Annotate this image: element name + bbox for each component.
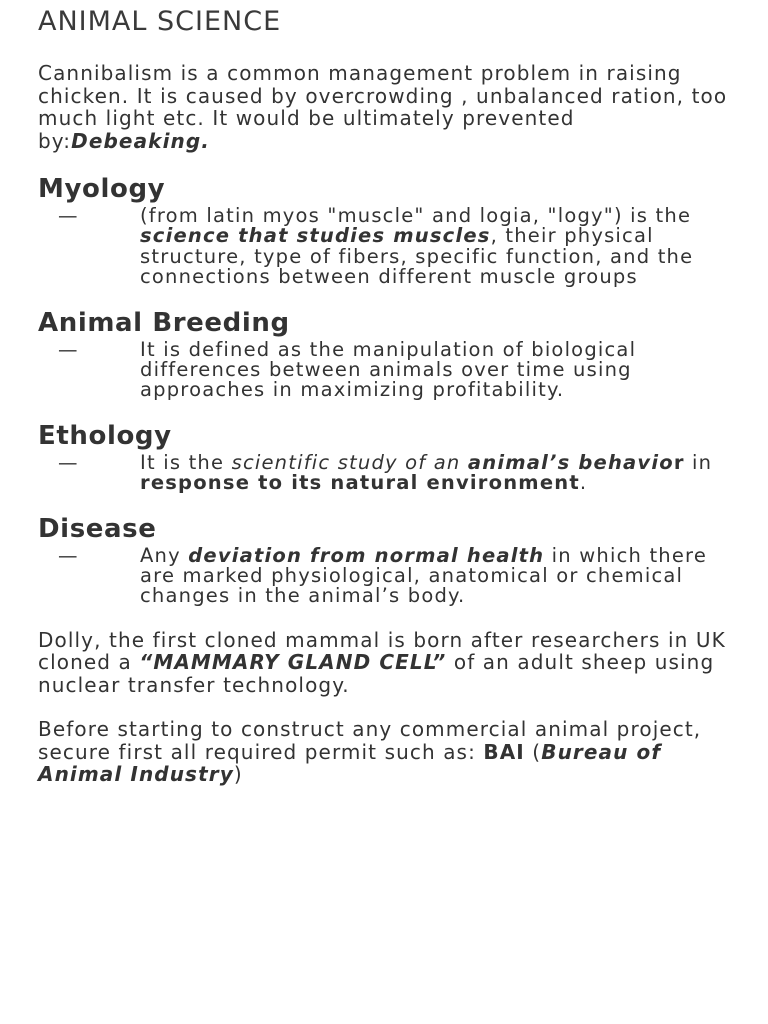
bullet-dash: — <box>58 204 79 227</box>
heading-disease: Disease <box>38 513 157 544</box>
bai-abbreviation: BAI <box>483 739 525 764</box>
ethology-definition <box>38 450 738 495</box>
breeding-text: It is defined as the manipulation of biological differences between animals over time using approaches in maximizing profitability. <box>140 337 637 402</box>
ethology-emphasis: animal’s behavio <box>467 450 674 474</box>
permit-pre: Before starting to construct any commercial animal project, secure first all required permit such as: <box>38 717 702 764</box>
disease-post: in which there are marked physiological, anatomical or chemical changes in the animal’s body. <box>140 543 708 608</box>
cannibalism-paragraph <box>38 62 738 152</box>
cannibalism-text: Cannibalism is a common management problem in raising chicken. It is caused by overcrowding , unbalanced ration, too much light etc. It would be ultimately prevented by: <box>38 61 728 153</box>
permit-paragraph <box>38 718 738 786</box>
ethology-bold-phrase: response to its natural environment <box>140 471 580 495</box>
myology-emphasis: science that studies muscles <box>140 224 491 248</box>
ethology-post: . <box>579 471 588 495</box>
page-title: ANIMAL SCIENCE <box>38 6 282 37</box>
paren-open: ( <box>524 739 542 764</box>
bullet-dash: — <box>58 543 79 567</box>
bullet-dash: — <box>58 337 79 361</box>
bullet-dash: — <box>58 450 79 474</box>
dolly-pre: Dolly, the first cloned mammal is born after researchers in UK cloned a <box>38 627 726 675</box>
myology-post: , their physical structure, type of fibers, specific function, and the connections between different muscle groups <box>140 224 694 289</box>
disease-definition <box>38 543 738 608</box>
ethology-pre: It is the <box>140 450 232 474</box>
breeding-definition <box>38 337 738 402</box>
ethology-text <box>140 450 738 495</box>
myology-pre: (from latin myos "muscle" and logia, "logy") is the <box>140 204 692 227</box>
ethology-bold-r: r <box>673 450 685 474</box>
document-page <box>38 4 738 786</box>
myology-definition <box>38 206 738 288</box>
dolly-post: of an adult sheep using nuclear transfer technology. <box>38 650 715 697</box>
dolly-emphasis: “MAMMARY GLAND CELL” <box>139 650 447 675</box>
bai-full-name: Bureau of Animal Industry <box>38 739 662 787</box>
disease-pre: Any <box>140 543 189 567</box>
cannibalism-answer: Debeaking. <box>71 128 210 153</box>
ethology-italic: scientific study of an <box>231 450 468 474</box>
heading-myology: Myology <box>38 174 166 204</box>
myology-text <box>140 206 738 288</box>
paren-close: ) <box>233 762 243 787</box>
heading-animal-breeding: Animal Breeding <box>38 307 290 338</box>
heading-ethology: Ethology <box>38 420 172 451</box>
disease-emphasis: deviation from normal health <box>188 543 545 567</box>
dolly-paragraph <box>38 629 738 697</box>
ethology-mid: in <box>684 450 713 474</box>
disease-text <box>140 543 738 608</box>
